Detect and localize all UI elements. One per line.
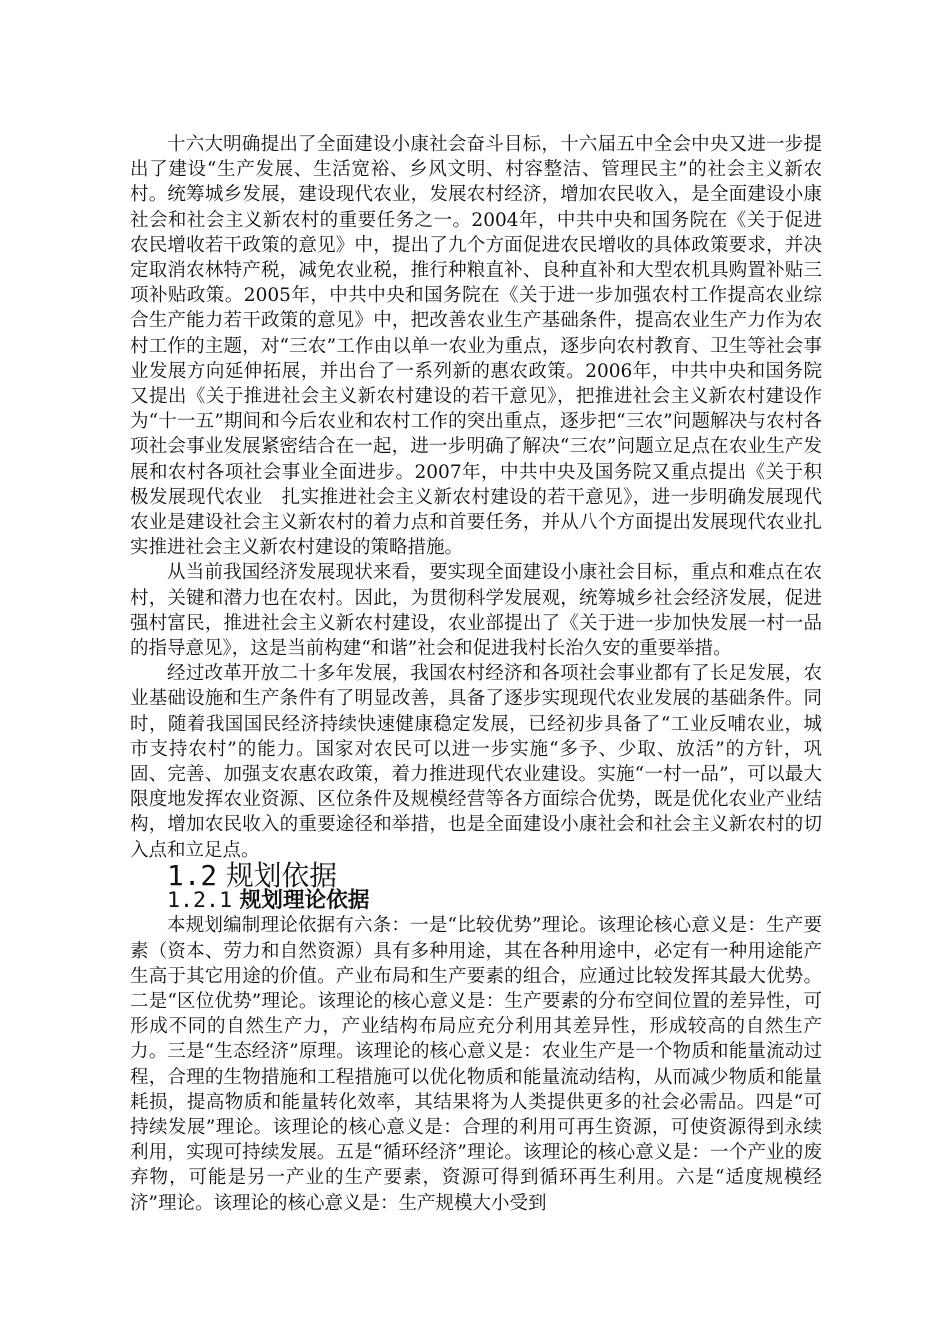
- paragraph-theory-basis: 本规划编制理论依据有六条：一是“比较优势”理论。该理论核心意义是：生产要素（资本、劳力和自然资源）具有多种用途，其在各种用途中，必定有一种用途能产生高于其它用途的价值。产业布局和生产要素的组合，应通过比较发挥其最大优势。二是“区位优势”理论。该理论的核心意义是：生产要素的分布空间位置的差异性，可形成不同的自然生产力，产业结构布局应充分利用其差异性，形成较高的自然生产力。三是“生态经济”原理。该理论的核心意义是：农业生产是一个物质和能量流动过程，合理的生物措施和工程措施可以优化物质和能量流动结构，从而减少物质和能量耗损，提高物质和能量转化效率，其结果将为人类提供更多的社会必需品。四是“可持续发展”理论。该理论的核心意义是：合理的利用可再生资源，可使资源得到永续利用，实现可持续发展。五是“循环经济”理论。该理论的核心意义是：一个产业的废弃物，可能是另一产业的生产要素，资源可得到循环再生利用。六是“适度规模经济”理论。该理论的核心意义是：生产规模大小受到: [130, 915, 822, 1214]
- section-heading-planning-basis: [130, 858, 822, 892]
- subsection-heading-theory-basis: [130, 888, 822, 913]
- section-title: 规划依据: [225, 858, 337, 892]
- section-number: 1.2: [167, 858, 218, 892]
- subsection-number: 1.2.1: [167, 888, 233, 914]
- subsection-title: 规划理论依据: [239, 888, 370, 914]
- paragraph-reform-development: 经过改革开放二十多年发展，我国农村经济和各项社会事业都有了长足发展，农业基础设施和生产条件有了明显改善，具备了逐步实现现代农业发展的基础条件。同时，随着我国国民经济持续快速健康稳定发展，已经初步具备了“工业反哺农业，城市支持农村”的能力。国家对农民可以进一步实施“多予、少取、放活”的方针，巩固、完善、加强支农惠农政策，着力推进现代农业建设。实施“一村一品”，可以最大限度地发挥农业资源、区位条件及规模经营等各方面综合优势，既是优化农业产业结构，增加农民收入的重要途径和举措，也是全面建设小康社会和社会主义新农村的切入点和立足点。: [130, 663, 822, 861]
- paragraph-current-situation: 从当前我国经济发展现状来看，要实现全面建设小康社会目标，重点和难点在农村，关键和潜力也在农村。因此，为贯彻科学发展观，统筹城乡社会经济发展，促进强村富民，推进社会主义新农村建设，农业部提出了《关于进一步加快发展一村一品的指导意见》，这是当前构建“和谐”社会和促进我村长治久安的重要举措。: [130, 562, 822, 660]
- paragraph-policy-background: 十六大明确提出了全面建设小康社会奋斗目标，十六届五中全会中央又进一步提出了建设“生产发展、生活宽裕、乡风文明、村容整洁、管理民主”的社会主义新农村。统筹城乡发展，建设现代农业，发展农村经济，增加农民收入，是全面建设小康社会和社会主义新农村的重要任务之一。2004年，中共中央和国务院在《关于促进农民增收若干政策的意见》中，提出了九个方面促进农民增收的具体政策要求，并决定取消农林特产税，减免农业税，推行种粮直补、良种直补和大型农机具购置补贴三项补贴政策。2005年，中共中央和国务院在《关于进一步加强农村工作提高农业综合生产能力若干政策的意见》中，把改善农业生产基础条件，提高农业生产力作为农村工作的主题，对“三农”工作由以单一农业为重点，逐步向农村教育、卫生等社会事业发展方向延伸拓展，并出台了一系列新的惠农政策。2006年，中共中央和国务院又提出《关于推进社会主义新农村建设的若干意见》，把推进社会主义新农村建设作为“十一五”期间和今后农业和农村工作的突出重点，逐步把“三农”问题解决与农村各项社会事业发展紧密结合在一起，进一步明确了解决“三农”问题立足点在农业生产发展和农村各项社会事业全面进步。2007年，中共中央及国务院又重点提出《关于积极发展现代农业 扎实推进社会主义新农村建设的若干意见》，进一步明确发展现代农业是建设社会主义新农村的着力点和首要任务，并从八个方面提出发展现代农业扎实推进社会主义新农村建设的策略措施。: [130, 134, 822, 559]
- document-page: [130, 132, 822, 1216]
